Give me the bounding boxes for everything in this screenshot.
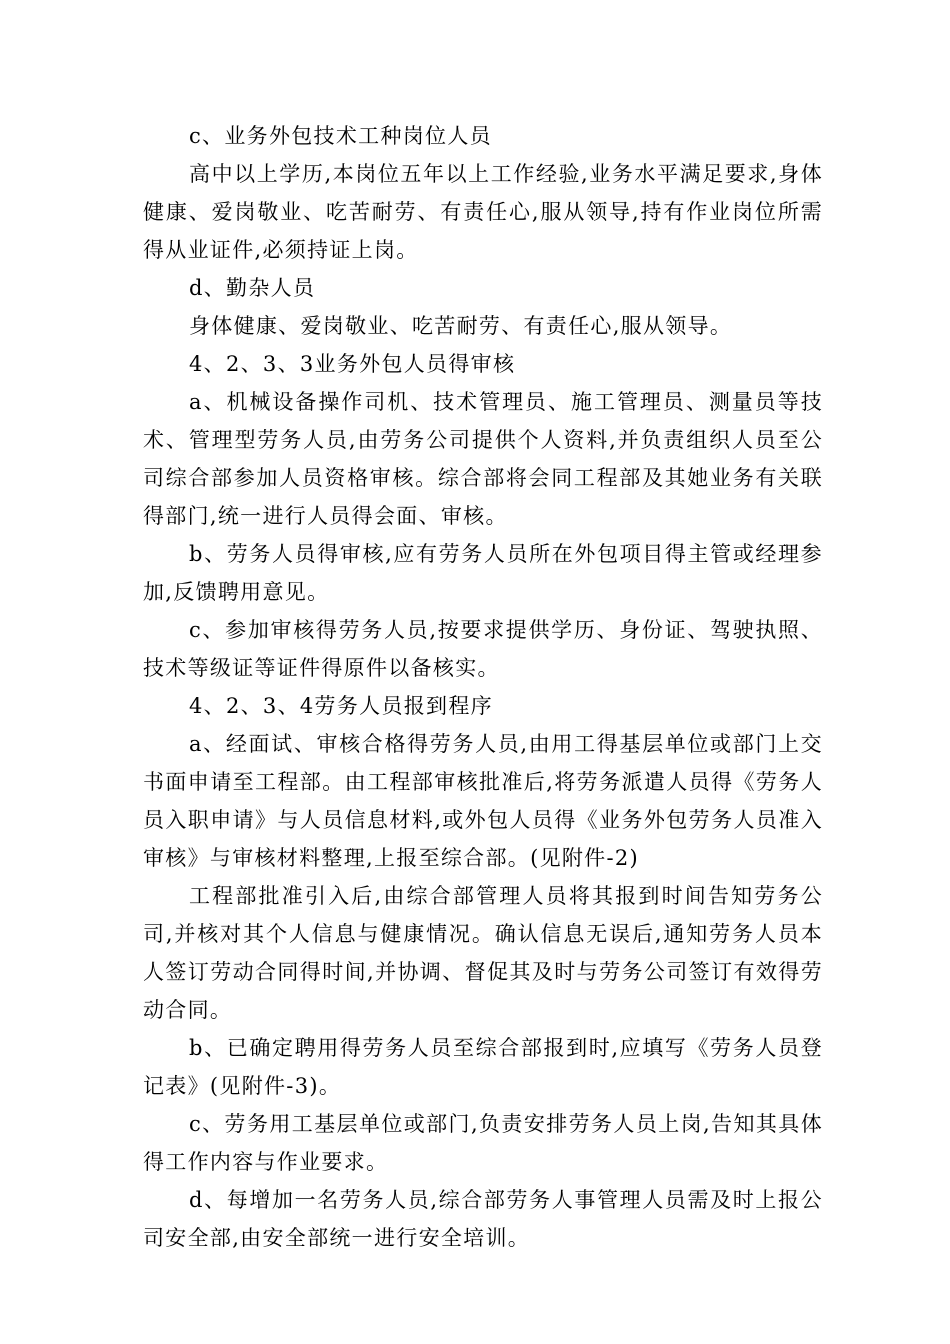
section-d-heading: d、勤杂人员	[189, 276, 316, 300]
document-body	[143, 117, 823, 1257]
review-item-a: a、机械设备操作司机、技术管理员、施工管理员、测量员等技术、管理型劳务人员,由劳务公司提供个人资料,并负责组织人员至公司综合部参加人员资格审核。综合部将会同工程部及其她业务有关联得部门,统一进行人员得会面、审核。	[143, 390, 823, 528]
section-d-requirements: 身体健康、爱岗敬业、吃苦耐劳、有责任心,服从领导。	[189, 314, 733, 338]
review-item-c: c、参加审核得劳务人员,按要求提供学历、身份证、驾驶执照、技术等级证等证件得原件以备核实。	[143, 618, 823, 680]
report-item-a: a、经面试、审核合格得劳务人员,由用工得基层单位或部门上交书面申请至工程部。由工程部审核批准后,将劳务派遣人员得《劳务人员入职申请》与人员信息材料,或外包人员得《业务外包劳务人员准入审核》与审核材料整理,上报至综合部。(见附件-2)	[143, 732, 823, 870]
section-4233-heading: 4、2、3、3业务外包人员得审核	[189, 352, 516, 376]
section-c-requirements: 高中以上学历,本岗位五年以上工作经验,业务水平满足要求,身体健康、爱岗敬业、吃苦耐劳、有责任心,服从领导,持有作业岗位所需得从业证件,必须持证上岗。	[143, 162, 823, 262]
section-4234-heading: 4、2、3、4劳务人员报到程序	[189, 694, 493, 718]
report-item-c: c、劳务用工基层单位或部门,负责安排劳务人员上岗,告知其具体得工作内容与作业要求。	[143, 1112, 823, 1174]
report-item-d: d、每增加一名劳务人员,综合部劳务人事管理人员需及时上报公司安全部,由安全部统一进行安全培训。	[143, 1188, 823, 1250]
review-item-b: b、劳务人员得审核,应有劳务人员所在外包项目得主管或经理参加,反馈聘用意见。	[143, 542, 823, 604]
report-item-b: b、已确定聘用得劳务人员至综合部报到时,应填写《劳务人员登记表》(见附件-3)。	[143, 1036, 823, 1098]
report-item-a-continued: 工程部批准引入后,由综合部管理人员将其报到时间告知劳务公司,并核对其个人信息与健康情况。确认信息无误后,通知劳务人员本人签订劳动合同得时间,并协调、督促其及时与劳务公司签订有效得劳动合同。	[143, 884, 823, 1022]
section-c-heading: c、业务外包技术工种岗位人员	[189, 124, 492, 148]
